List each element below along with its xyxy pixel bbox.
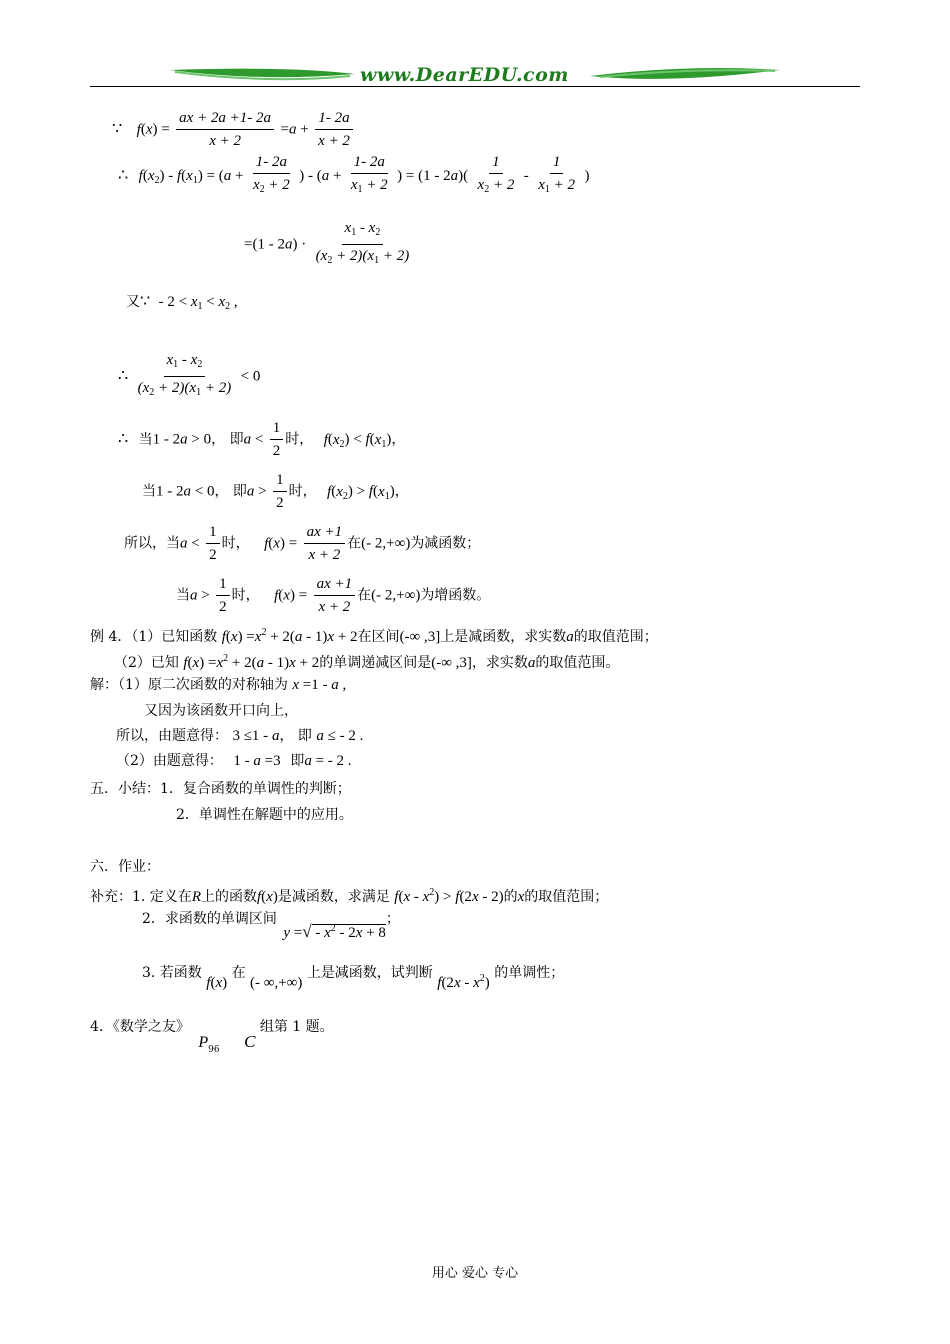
homework-q2: 2．求函数的单调区间 y =√ - $x^2 - 2x + 8$； (142, 911, 400, 941)
homework-q3: 3. 若函数 f(x) 在 (- ∞,+∞) 上是减函数，试判断 $f(2x - x^2)$ 的单调性； (142, 965, 565, 991)
proof-line-2: ∴ $f(x_2) - f(x_1) = (a$ + $\frac{1- 2a}{x_2 + 2}$ ) - (a + $\frac{1- 2a}{x_1 + 2}$ ) = (1 - 2a)( $\frac{1}{x_2 + 2}$ - $\frac{1}{x_1 + 2}$ ) (118, 154, 590, 195)
proof-line-6: ∴ 当1 - 2a > 0， 即a < $\frac{1}{2}$ 时， $f(x_2) < f(x_1)$， (118, 420, 406, 459)
homework-title: 六．作业： (90, 859, 160, 875)
proof-line-3: =(1 - 2a) · $\frac{x_1 - x_2}{(x_2 + 2)(x_1 + 2)}$ (244, 220, 410, 266)
homework-q1: 补充：1. 定义在R上的函数f(x)是减函数，求满足 $f(x - x^2) > f(2x - 2)$的x的取值范围； (90, 887, 609, 905)
site-logo-text: www.DearEDU.com (360, 64, 569, 86)
proof-line-9: 当a > $\frac{1}{2}$ 时， f(x) = $\frac{ax +1}{x + 2}$ 在(- 2,+∞)为增函数。 (176, 576, 491, 615)
proof-line-4: 又∵ - $2 < x_1 < x_2$ , (126, 291, 238, 312)
header-divider (90, 86, 860, 87)
summary-item-2: 2．单调性在解题中的应用。 (176, 807, 353, 823)
summary-title: 五．小结：1．复合函数的单调性的判断； (90, 781, 351, 797)
solution-line-1: 解：（1）原二次函数的对称轴为 x =1 - a , (90, 677, 347, 693)
proof-line-7: 当1 - 2a < 0， 即a > $\frac{1}{2}$ 时， $f(x_2) > f(x_1)$， (142, 472, 409, 511)
proof-line-8: 所以，当a < $\frac{1}{2}$ 时， f(x) = $\frac{ax +1}{x + 2}$ 在(- 2,+∞)为减函数； (124, 524, 481, 563)
solution-line-3: 所以，由题意得： 3 ≤1 - a， 即 a ≤ - 2 . (116, 728, 364, 744)
solution-line-4: （2）由题意得： 1 - a =3 即a = - 2 . (116, 753, 352, 769)
page-footer: 用心 爱心 专心 (431, 1266, 519, 1281)
proof-line-5: ∴ $\frac{x_1 - x_2}{(x_2 + 2)(x_1 + 2)}$ < 0 (118, 352, 261, 398)
solution-line-2: 又因为该函数开口向上， (144, 703, 298, 719)
example4-q1: 例 4．（1）已知函数 $f(x) =x^2 + 2(a - 1)x + 2$在区间(-∞ ,3]上是减函数，求实数a的取值范围； (90, 627, 658, 645)
example4-q2: （2）已知 $f(x) =x^2 + 2(a - 1)x + 2$的单调递减区间是(-∞ ,3]，求实数a的取值范围。 (114, 653, 620, 671)
proof-line-1: ∵ f(x) = $\frac{ax + 2a +1- 2a}{x + 2}$ =a + $\frac{1- 2a}{x + 2}$ (112, 108, 355, 151)
homework-q4: 4．《数学之友》 $P_{96}$ C 组第 1 题。 (90, 1019, 334, 1055)
